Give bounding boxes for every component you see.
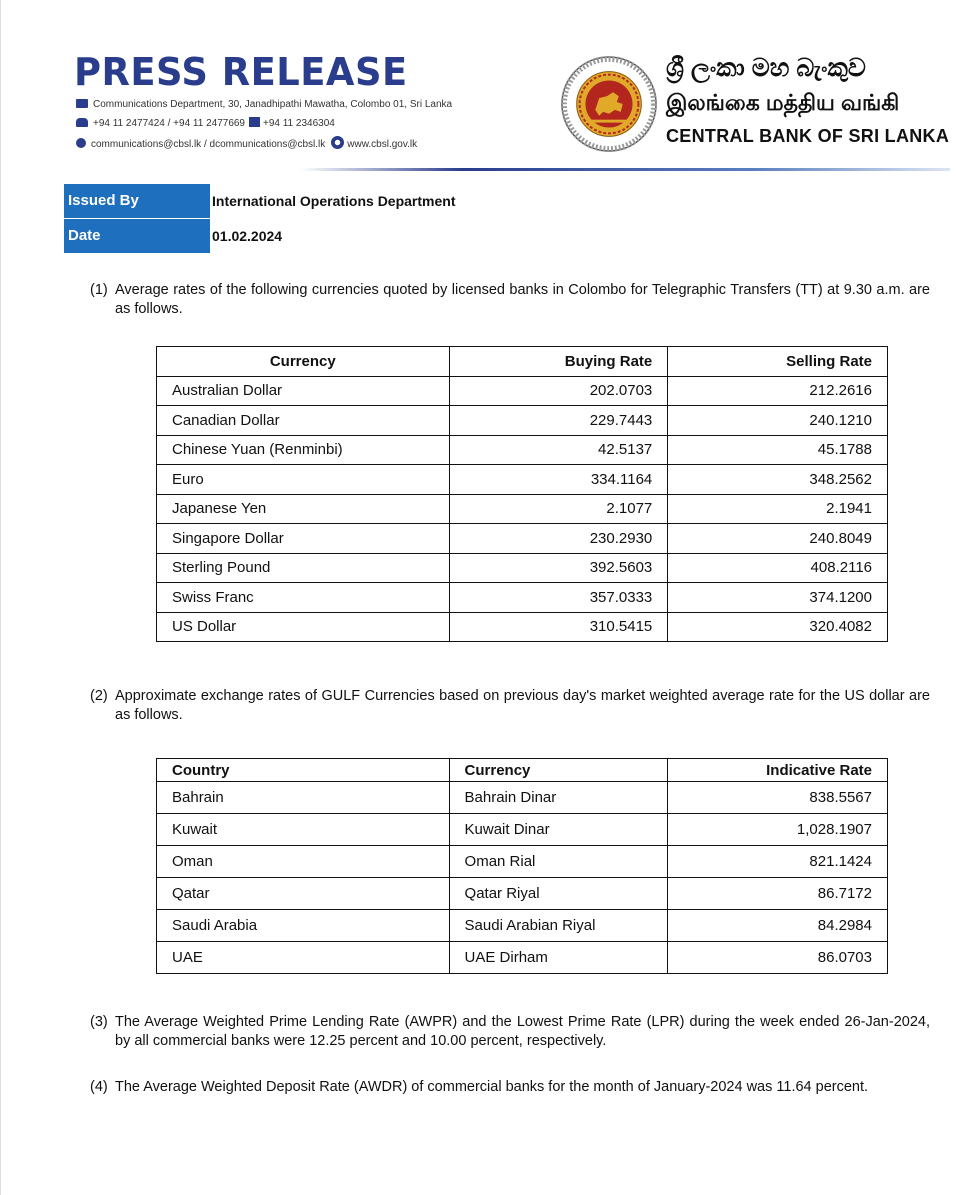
column-header-currency: Currency: [449, 759, 668, 782]
table-row: [157, 782, 888, 814]
section-3-paragraph: [90, 1013, 930, 1051]
currency-cell: Saudi Arabian Riyal: [449, 910, 668, 942]
header-divider: [300, 168, 950, 171]
selling-rate-cell: 212.2616: [668, 376, 888, 406]
table-row: [157, 583, 888, 613]
issued-by-label: Issued By: [64, 184, 210, 218]
buying-rate-cell: 334.1164: [449, 465, 668, 495]
at-icon: [76, 138, 86, 148]
issued-by-value: International Operations Department: [212, 193, 456, 209]
section-4-number: (4): [90, 1079, 108, 1095]
envelope-icon: [76, 99, 88, 108]
section-2-paragraph: [90, 687, 930, 725]
contact-address: [76, 99, 452, 110]
fax-icon: [249, 117, 260, 127]
currency-cell: Bahrain Dinar: [449, 782, 668, 814]
table-row: [157, 376, 888, 406]
buying-rate-cell: 392.5603: [449, 553, 668, 583]
currency-cell: UAE Dirham: [449, 942, 668, 974]
table-row: [157, 612, 888, 642]
section-4-paragraph: [90, 1078, 930, 1097]
section-2-text: Approximate exchange rates of GULF Currencies based on previous day's market weighted average rate for the US dollar are as follows.: [115, 688, 930, 723]
selling-rate-cell: 240.1210: [668, 406, 888, 436]
table-row: [157, 553, 888, 583]
country-cell: Qatar: [157, 878, 450, 910]
currency-cell: Oman Rial: [449, 846, 668, 878]
indicative-rate-cell: 1,028.1907: [668, 814, 888, 846]
selling-rate-cell: 320.4082: [668, 612, 888, 642]
currency-cell: Japanese Yen: [157, 494, 450, 524]
table-row: [157, 494, 888, 524]
buying-rate-cell: 230.2930: [449, 524, 668, 554]
buying-rate-cell: 229.7443: [449, 406, 668, 436]
indicative-rate-cell: 821.1424: [668, 846, 888, 878]
selling-rate-cell: 2.1941: [668, 494, 888, 524]
currency-cell: Singapore Dollar: [157, 524, 450, 554]
currency-cell: Canadian Dollar: [157, 406, 450, 436]
column-header-buying-rate: Buying Rate: [449, 347, 668, 377]
country-cell: Bahrain: [157, 782, 450, 814]
column-header-indicative-rate: Indicative Rate: [668, 759, 888, 782]
buying-rate-cell: 2.1077: [449, 494, 668, 524]
email-text[interactable]: communications@cbsl.lk / dcommunications@cbsl.lk: [91, 139, 326, 150]
indicative-rate-cell: 838.5567: [668, 782, 888, 814]
phone-text: +94 11 2477424 / +94 11 2477669: [93, 118, 245, 129]
table-row: [157, 465, 888, 495]
bank-name-tamil: இலங்கை மத்திய வங்கி: [666, 90, 900, 115]
selling-rate-cell: 240.8049: [668, 524, 888, 554]
table-row: [157, 814, 888, 846]
tt-rates-table: [156, 346, 888, 642]
table-row: [157, 910, 888, 942]
buying-rate-cell: 357.0333: [449, 583, 668, 613]
currency-cell: Chinese Yuan (Renminbi): [157, 435, 450, 465]
gulf-rates-table: [156, 758, 888, 974]
buying-rate-cell: 310.5415: [449, 612, 668, 642]
country-cell: Saudi Arabia: [157, 910, 450, 942]
table-row: [157, 524, 888, 554]
indicative-rate-cell: 86.0703: [668, 942, 888, 974]
currency-cell: Qatar Riyal: [449, 878, 668, 910]
section-1-paragraph: [90, 281, 930, 319]
buying-rate-cell: 202.0703: [449, 376, 668, 406]
table-header-row: [157, 759, 888, 782]
country-cell: UAE: [157, 942, 450, 974]
table-row: [157, 435, 888, 465]
bank-name-sinhala: ශ්‍රී ලංකා මහ බැංකුව: [666, 54, 866, 82]
contact-email: [76, 136, 417, 150]
contact-phone: [76, 117, 335, 129]
table-row: [157, 846, 888, 878]
phone-icon: [76, 118, 88, 127]
column-header-selling-rate: Selling Rate: [668, 347, 888, 377]
selling-rate-cell: 408.2116: [668, 553, 888, 583]
column-header-country: Country: [157, 759, 450, 782]
buying-rate-cell: 42.5137: [449, 435, 668, 465]
section-4-text: The Average Weighted Deposit Rate (AWDR) of commercial banks for the month of January-2024 was 11.64 percent.: [115, 1079, 869, 1095]
section-3-number: (3): [90, 1014, 108, 1030]
currency-cell: Euro: [157, 465, 450, 495]
selling-rate-cell: 45.1788: [668, 435, 888, 465]
currency-cell: Australian Dollar: [157, 376, 450, 406]
fax-text: +94 11 2346304: [263, 118, 335, 129]
selling-rate-cell: 374.1200: [668, 583, 888, 613]
section-1-number: (1): [90, 282, 108, 298]
column-header-currency: Currency: [157, 347, 450, 377]
country-cell: Kuwait: [157, 814, 450, 846]
page-edge: [0, 0, 1, 1195]
date-label: Date: [64, 219, 210, 253]
section-2-number: (2): [90, 688, 108, 704]
selling-rate-cell: 348.2562: [668, 465, 888, 495]
central-bank-seal-icon: [560, 55, 658, 153]
currency-cell: Swiss Franc: [157, 583, 450, 613]
table-header-row: [157, 347, 888, 377]
currency-cell: US Dollar: [157, 612, 450, 642]
country-cell: Oman: [157, 846, 450, 878]
section-3-text: The Average Weighted Prime Lending Rate (AWPR) and the Lowest Prime Rate (LPR) during the week ended 26-Jan-2024, by all commercial banks were 12.25 percent and 10.00 percent, respectively.: [115, 1014, 930, 1049]
bank-name-english: CENTRAL BANK OF SRI LANKA: [666, 126, 950, 146]
table-row: [157, 406, 888, 436]
website-text[interactable]: www.cbsl.gov.lk: [347, 139, 418, 150]
currency-cell: Sterling Pound: [157, 553, 450, 583]
indicative-rate-cell: 84.2984: [668, 910, 888, 942]
table-row: [157, 942, 888, 974]
globe-icon: [331, 136, 344, 149]
section-1-text: Average rates of the following currencies quoted by licensed banks in Colombo for Telegraphic Transfers (TT) at 9.30 a.m. are as follows.: [115, 282, 930, 317]
currency-cell: Kuwait Dinar: [449, 814, 668, 846]
address-text: Communications Department, 30, Janadhipathi Mawatha, Colombo 01, Sri Lanka: [93, 99, 453, 110]
date-value: 01.02.2024: [212, 228, 283, 244]
press-release-title: PRESS RELEASE: [74, 50, 408, 94]
indicative-rate-cell: 86.7172: [668, 878, 888, 910]
table-row: [157, 878, 888, 910]
